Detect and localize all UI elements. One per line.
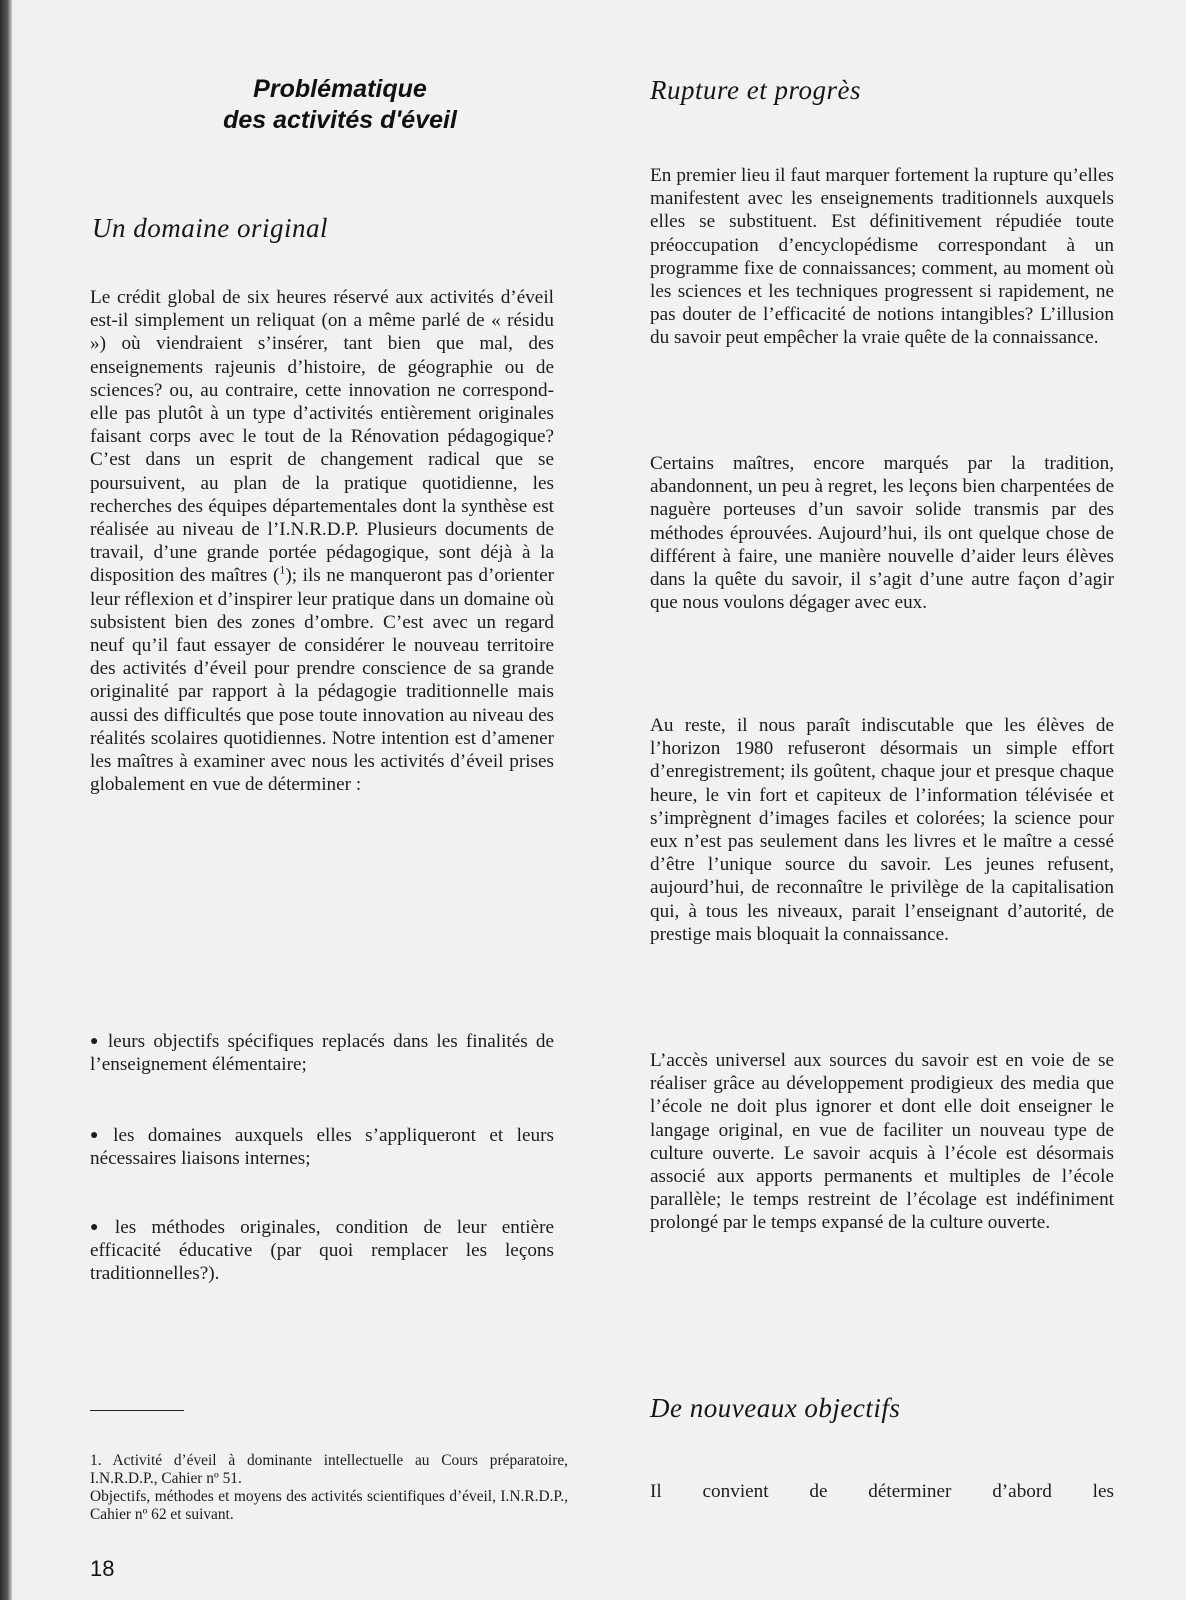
bullet-item-methodes [90,1216,554,1286]
bullet-icon: ● [90,1128,108,1143]
bullet-text: leurs objectifs spécifiques replacés dans les finalités de l’enseignement élémentaire; [90,1031,554,1076]
bullet-icon: ● [90,1220,109,1235]
bullet-item-objectifs [90,1030,554,1076]
footnote-reference[interactable]: 1 [279,563,286,578]
paragraph-domaine-original: Le crédit global de six heures réservé aux activités d’éveil est-il simplement un reliquat (on a même parlé de « résidu ») où viendraient s’insérer, tant bien que mal, des enseignements rajeunis d’histoire, de géographie ou de sciences? ou, au contraire, cette innovation ne correspond-elle pas plutôt à un type d’activités entièrement originales faisant corps avec le tout de la Rénovation pédagogique? C’est dans un esprit de changement radical que se poursuivent, au plan de la pratique quotidienne, les recherches des équipes départementales dont la synthèse est réalisée au niveau de l’I.N.R.D.P. Plusieurs documents de travail, d’une grande portée pédagogique, sont déjà à la disposition des maîtres ($^1$); ils ne manqueront pas d’orienter leur réflexion et d’inspirer leur pratique dans un domaine où subsistent bien des zones d’ombre. C’est avec un regard neuf qu’il faut essayer de considérer le nouveau territoire des activités d’éveil pour prendre conscience de sa grande originalité par rapport à la pédagogie traditionnelle mais aussi des difficultés que pose toute innovation au niveau des réalités scolaires quotidiennes. Notre intention est d’amener les maîtres à examiner avec nous les activités d’éveil prises globalement en vue de déterminer : [90,287,554,796]
bullet-icon: ● [90,1034,102,1049]
bullet-text: les domaines auxquels elles s’appliqueront et leurs nécessaires liaisons internes; [90,1125,554,1170]
page-title-line1: Problématique [253,75,427,103]
footnote-line-2: Objectifs, méthodes et moyens des activités scientifiques d’éveil, I.N.R.D.P., Cahier nº 62 et suivant. [90,1488,568,1523]
page-title-line2: des activités d'éveil [223,106,457,134]
section-heading-nouveaux-objectifs: De nouveaux objectifs [650,1393,901,1423]
page-number: 18 [90,1556,115,1581]
paragraph-rupture: En premier lieu il faut marquer fortement la rupture qu’elles manifestent avec les enseignements traditionnels auxquels elles se substituent. Est définitivement répudiée toute préoccupation d’encyclopédisme correspondant à un programme fixe de connaissances; comment, au moment où les sciences et les techniques progressent si rapidement, ne pas douter de l’efficacité de notions intangibles? L’illusion du savoir peut empêcher la vraie quête de la connaissance. [650,165,1114,349]
paragraph-au-reste: Au reste, il nous paraît indiscutable que les élèves de l’horizon 1980 refuseront désormais un simple effort d’enregistrement; ils goûtent, chaque jour et presque chaque heure, le vin fort et capiteux de l’information télévisée et s’imprègnent d’images faciles et colorées; la science pour eux n’est pas seulement dans les livres et le maître a cessé d’être l’unique source du savoir. Les jeunes refusent, aujourd’hui, de reconnaître le privilège de la capitalisation qui, à tous les niveaux, parait l’enseignant d’autorité, de prestige mais bloquait la connaissance. [650,715,1114,945]
bullet-text: les méthodes originales, condition de leur entière efficacité éducative (par quoi remplacer les leçons traditionnelles?). [90,1217,554,1285]
paragraph-certains-maitres: Certains maîtres, encore marqués par la tradition, abandonnent, un peu à regret, les leçons bien charpentées de naguère porteuses d’un savoir solide transmis par des méthodes éprouvées. Aujourd’hui, ils ont quelque chose de différent à faire, une manière nouvelle d’aider leurs élèves dans la quête du savoir, il s’agit d’une autre façon d’agir que nous voulons dégager avec eux. [650,453,1114,614]
paragraph-text-continued: ; ils ne manqueront pas d’orienter leur réflexion et d’inspirer leur pratique dans un domaine où subsistent bien des zones d’ombre. C’est avec un regard neuf qu’il faut essayer de considérer le nouveau territoire des activités d’éveil pour prendre conscience de sa grande originalité par rapport à la pédagogie traditionnelle mais aussi des difficultés que pose toute innovation au niveau des réalités scolaires quotidiennes. Notre intention est d’amener les maîtres à examiner avec nous les activités d’éveil prises globalement en vue de déterminer : [90,565,554,796]
page-binding-shadow [0,0,12,1600]
section-heading-domaine-original: Un domaine original [92,213,328,243]
footnote-line-1: 1. Activité d’éveil à dominante intellectuelle au Cours préparatoire, I.N.R.D.P., Cahier nº 51. [90,1452,568,1487]
footnote [90,1452,568,1524]
section-heading-rupture-progres: Rupture et progrès [650,75,861,105]
page-title [150,74,530,136]
paragraph-nouveaux-objectifs-start: Il convient de déterminer d’abord les [650,1481,1114,1502]
footnote-divider [90,1410,184,1411]
bullet-item-domaines [90,1124,554,1170]
paragraph-acces-universel: L’accès universel aux sources du savoir est en voie de se réaliser grâce au développement prodigieux des media que l’école ne doit plus ignorer et dont elle doit enseigner le langage original, en vue de faciliter un nouveau type de culture ouverte. Le savoir acquis à l’école est désormais associé aux apports permanents et multiples de l’école parallèle; le temps restreint de l’écolage est indéfiniment prolongé par le temps expansé de la culture ouverte. [650,1050,1114,1234]
paragraph-text: Le crédit global de six heures réservé aux activités d’éveil est-il simplement un reliquat (on a même parlé de « résidu ») où viendraient s’insérer, tant bien que mal, des enseignements rajeunis d’histoire, de géographie ou de sciences? ou, au contraire, cette innovation ne correspond-elle pas plutôt à un type d’activités entièrement originales faisant corps avec le tout de la Rénovation pédagogique? C’est dans un esprit de changement radical que se poursuivent, au plan de la pratique quotidienne, les recherches des équipes départementales dont la synthèse est réalisée au niveau de l’I.N.R.D.P. Plusieurs documents de travail, d’une grande portée pédagogique, sont déjà à la disposition des maîtres [90,287,554,587]
